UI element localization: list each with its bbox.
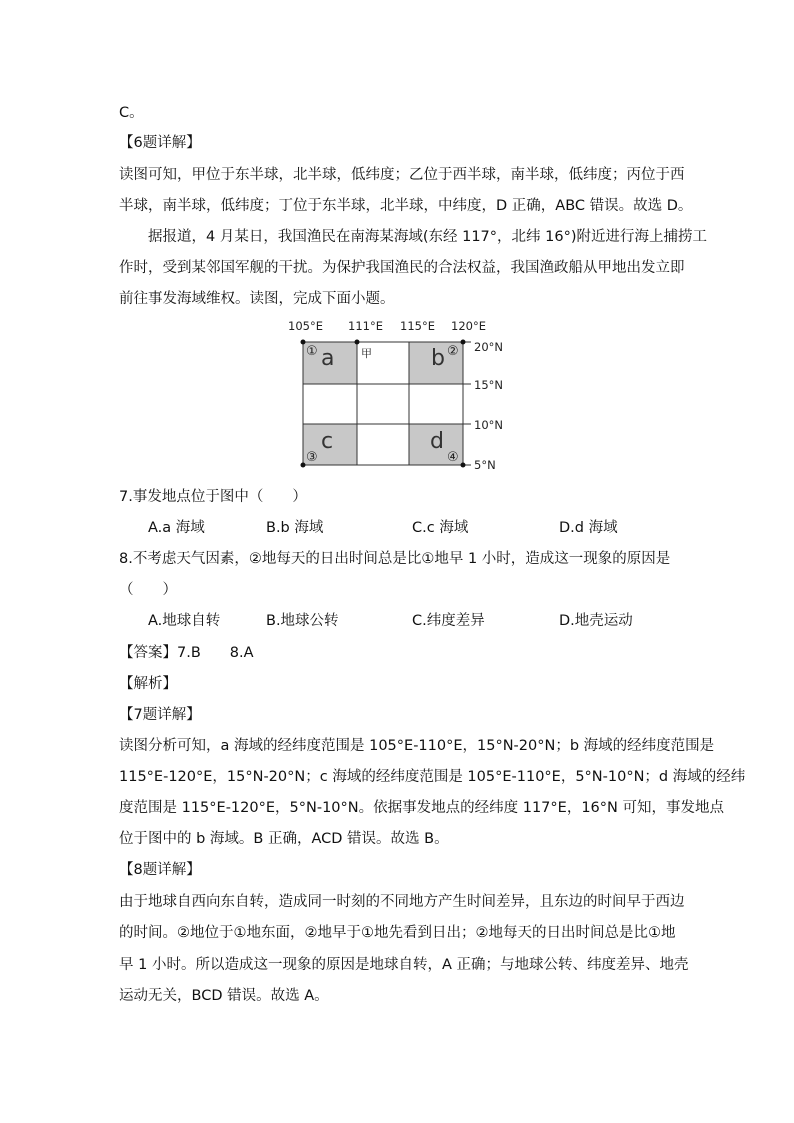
point-2-dot [461,340,466,345]
q7-detail-line-3: 度范围是 115°E-120°E，5°N-10°N。依据事发地点的经纬度 117°E，16°N 可知，事发地点 [119,800,724,816]
q6-detail-line-2: 半球，南半球，低纬度；丁位于东半球，北半球，中纬度，D 正确，ABC 错误。故选 D。 [119,198,693,214]
jia-label: 甲 [361,347,372,360]
marker-1: ① [306,344,318,359]
analysis-title: 【解析】 [119,676,177,692]
intro-line-2: 作时，受到某邻国军舰的干扰。为保护我国渔民的合法权益，我国渔政船从甲地出发立即 [119,260,685,276]
cell-a-label: a [321,346,335,371]
q7-option-a: A.a 海域 [148,520,205,536]
intro-line-3: 前往事发海域维权。读图，完成下面小题。 [119,291,395,307]
cell-b-label: b [431,346,445,371]
cell-d-label: d [430,429,444,454]
lon-label-111: 111°E [348,319,383,333]
cell-c-label: c [321,429,334,454]
q8-option-b: B.地球公转 [266,613,339,629]
jia-dot [355,340,360,345]
q8-detail-line-1: 由于地球自西向东自转，造成同一时刻的不同地方产生时间差异，且东边的时间早于西边 [119,894,685,910]
lon-label-115: 115°E [400,319,435,333]
lon-label-105: 105°E [288,319,323,333]
marker-4: ④ [447,450,459,465]
q8-detail-line-3: 早 1 小时。所以造成这一现象的原因是地球自转，A 正确；与地球公转、纬度差异、地壳 [119,957,689,973]
q7-stem: 7.事发地点位于图中（ ） [119,489,307,505]
lat-label-15: 15°N [474,378,503,392]
lat-label-5: 5°N [474,458,496,472]
q8-stem-bracket: （ ） [119,582,177,598]
q8-detail-line-2: 的时间。②地位于①地东面，②地早于①地先看到日出；②地每天的日出时间总是比①地 [119,925,676,941]
q6-detail-line-1: 读图可知，甲位于东半球，北半球，低纬度；乙位于西半球，南半球，低纬度；丙位于西 [119,167,685,183]
q7-detail-title: 【7题详解】 [119,707,201,723]
answer-fragment: C。 [119,105,144,121]
point-3-dot [301,463,306,468]
marker-2: ② [447,344,459,359]
q7-detail-line-1: 读图分析可知，a 海域的经纬度范围是 105°E-110°E，15°N-20°N；b 海域的经纬度范围是 [119,738,715,754]
q8-option-c: C.纬度差异 [412,613,485,629]
answer-line: 【答案】7.B 8.A [119,645,254,661]
point-4-dot [461,463,466,468]
q8-detail-line-4: 运动无关，BCD 错误。故选 A。 [119,988,329,1004]
q8-option-a: A.地球自转 [148,613,221,629]
q7-option-d: D.d 海域 [559,520,618,536]
intro-line-1: 据报道，4 月某日，我国渔民在南海某海域(东经 117°，北纬 16°)附近进行海上捕捞工 [148,229,707,245]
sea-area-grid-map [285,316,515,480]
lat-label-20: 20°N [474,340,503,354]
q7-detail-line-2: 115°E-120°E，15°N-20°N；c 海域的经纬度范围是 105°E-110°E，5°N-10°N；d 海域的经纬 [119,769,746,785]
q8-detail-title: 【8题详解】 [119,862,201,878]
q8-option-d: D.地壳运动 [559,613,633,629]
q7-option-c: C.c 海域 [412,520,469,536]
lon-label-120: 120°E [451,319,486,333]
marker-3: ③ [306,450,318,465]
point-1-dot [301,340,306,345]
q8-stem: 8.不考虑天气因素，②地每天的日出时间总是比①地早 1 小时，造成这一现象的原因是 [119,551,671,567]
q7-detail-line-4: 位于图中的 b 海域。B 正确，ACD 错误。故选 B。 [119,831,449,847]
lat-label-10: 10°N [474,418,503,432]
q7-option-b: B.b 海域 [266,520,324,536]
q6-detail-title: 【6题详解】 [119,135,201,151]
